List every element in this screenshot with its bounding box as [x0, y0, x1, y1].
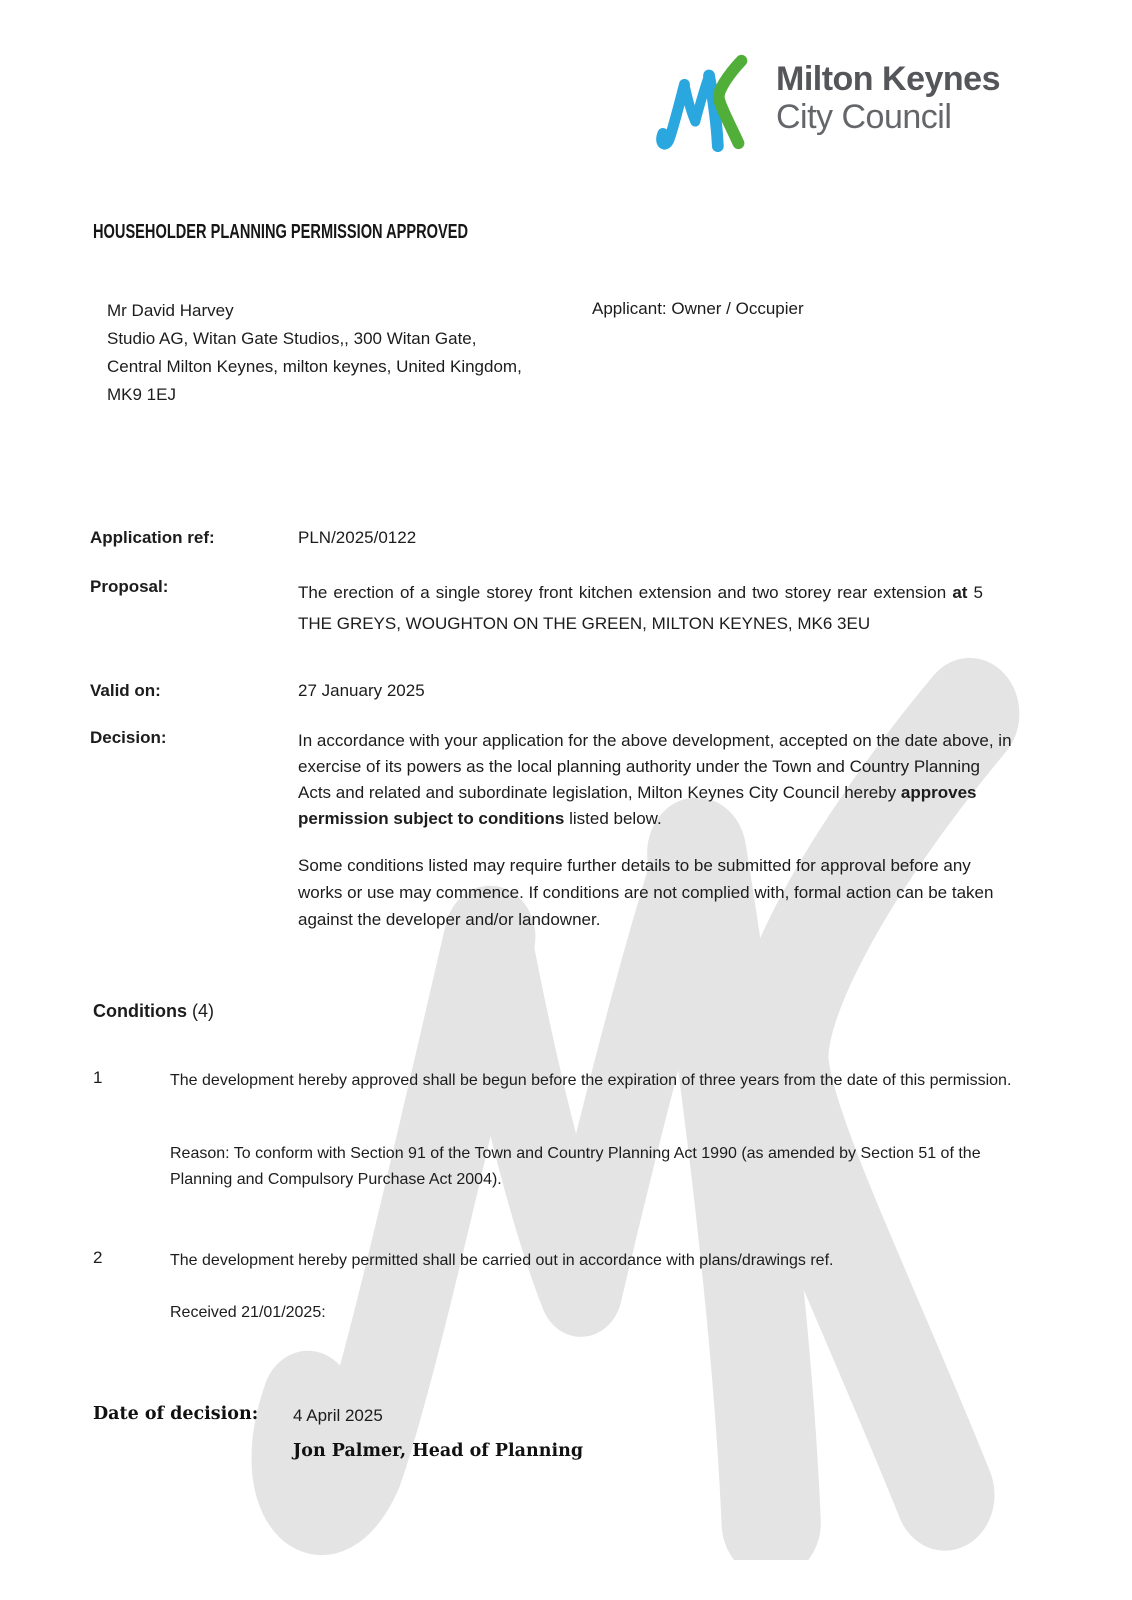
recipient-address — [107, 297, 522, 409]
decision-text-before: In accordance with your application for the above development, accepted on the date above, in exercise of its powers as the local planning authority under the Town and Country Planning Acts and related and subordinate legislation, Milton Keynes City Council hereby — [298, 731, 1012, 802]
conditions-heading-word: Conditions — [93, 1001, 187, 1021]
proposal-text — [298, 577, 983, 639]
decision-text-bold: approves permission subject to conditions — [298, 783, 977, 828]
condition-number: 1 — [93, 1068, 103, 1087]
proposal-text-bold: at — [952, 583, 968, 602]
condition-received: Received 21/01/2025: — [170, 1304, 326, 1321]
condition-text: The development hereby approved shall be begun before the expiration of three years from the date of this permission. — [170, 1072, 1012, 1089]
proposal-label: Proposal: — [90, 577, 169, 596]
recipient-address-line: Studio AG, Witan Gate Studios,, 300 Witan Gate, — [107, 329, 477, 348]
signature-name-title: Jon Palmer, Head of Planning — [293, 1441, 584, 1461]
council-name — [776, 50, 1000, 136]
decision-text-after: listed below. — [564, 809, 662, 828]
council-name-line1: Milton Keynes — [776, 60, 1000, 98]
mk-logo-icon — [656, 50, 764, 152]
recipient-postcode: MK9 1EJ — [107, 385, 176, 404]
recipient-address-line: Central Milton Keynes, milton keynes, United Kingdom, — [107, 357, 522, 376]
application-ref-label: Application ref: — [90, 528, 215, 547]
valid-on-label: Valid on: — [90, 681, 161, 700]
conditions-heading — [93, 1001, 214, 1022]
date-of-decision-value: 4 April 2025 — [293, 1406, 383, 1425]
council-logo — [656, 50, 1000, 152]
proposal-text-after: 5 THE GREYS, WOUGHTON ON THE GREEN, MILTON KEYNES, MK6 3EU — [298, 583, 983, 633]
valid-on-value: 27 January 2025 — [298, 681, 425, 700]
conditions-count: (4) — [192, 1001, 214, 1021]
condition-text: The development hereby permitted shall be carried out in accordance with plans/drawings ref. — [170, 1252, 834, 1269]
condition-number: 2 — [93, 1248, 103, 1267]
document-title: HOUSEHOLDER PLANNING PERMISSION APPROVED — [93, 221, 469, 243]
application-ref-value: PLN/2025/0122 — [298, 528, 417, 547]
council-name-line2: City Council — [776, 98, 952, 136]
recipient-name: Mr David Harvey — [107, 301, 234, 320]
decision-paragraph-2: Some conditions listed may require further details to be submitted for approval before any works or use may commence. If conditions are not complied with, formal action can be taken against the developer and/or landowner. — [298, 856, 994, 929]
date-of-decision-label: Date of decision: — [93, 1404, 259, 1424]
decision-label: Decision: — [90, 728, 167, 747]
decision-paragraph-1 — [298, 728, 1013, 832]
condition-reason: Reason: To conform with Section 91 of the Town and Country Planning Act 1990 (as amended by Section 51 of the Planning and Compulsory Purchase Act 2004). — [170, 1145, 981, 1188]
proposal-text-before: The erection of a single storey front kitchen extension and two storey rear extension — [298, 583, 953, 602]
applicant-label: Applicant: Owner / Occupier — [592, 299, 804, 318]
